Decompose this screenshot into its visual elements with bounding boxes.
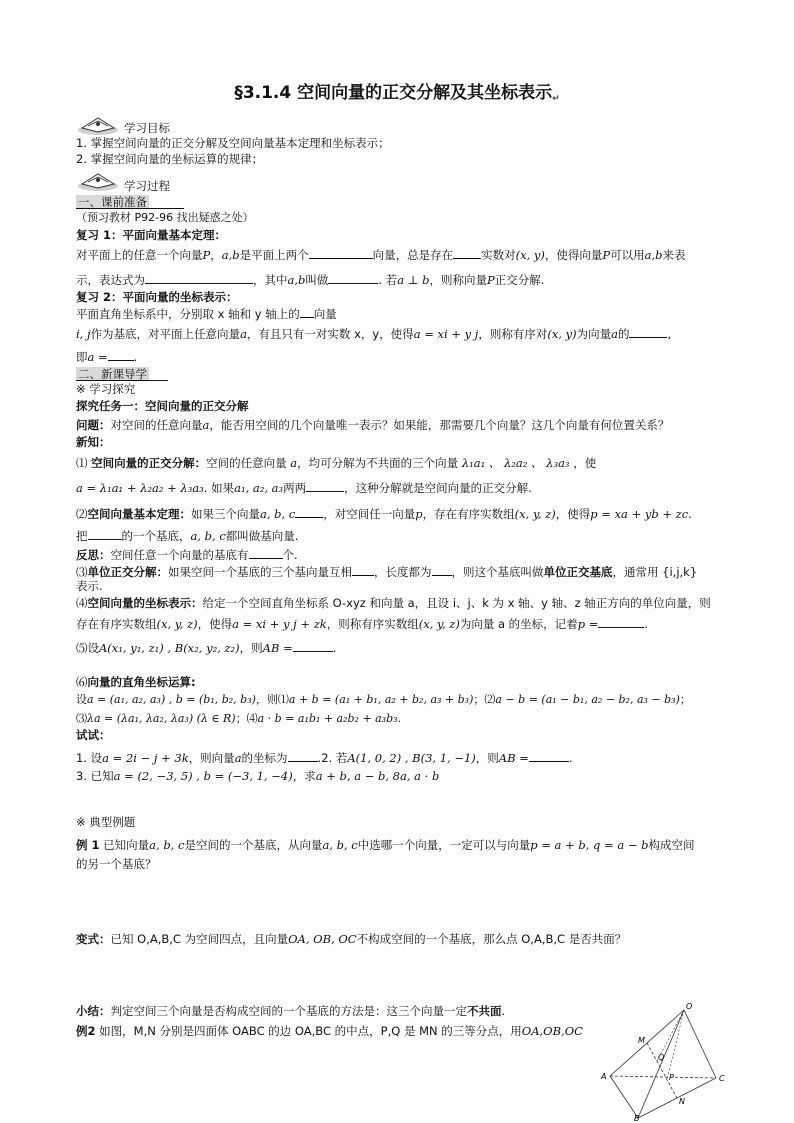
text: 即 (76, 350, 88, 364)
text: ⑸ (76, 641, 88, 655)
edge-AB (610, 1076, 638, 1118)
math: P (202, 248, 211, 262)
k6-heading (76, 675, 196, 690)
text: 对空间的任意向量 (110, 418, 203, 432)
text: 的坐标为 (241, 751, 288, 765)
text: 已知 O,A,B,C 为空间四点，且向量 (110, 932, 289, 946)
book-logo-icon (76, 114, 120, 136)
fill-blank[interactable] (629, 326, 667, 338)
review2-heading: 复习 2：平面向量的坐标表示： (76, 290, 238, 304)
text: 给定一个空间直角坐标系 O-xyz 和向量 a，且设 i、j、k 为 x 轴、y 轴、z 轴正方向的单位向量，则 (202, 596, 711, 610)
k2-line1 (76, 506, 692, 522)
text: 示，表达式为 (76, 273, 145, 287)
fill-blank[interactable] (145, 272, 253, 284)
math: a ⊥ b (397, 273, 430, 287)
k3-line2: 表示. (76, 579, 103, 593)
label-A: A (601, 1072, 607, 1081)
math: a = (87, 350, 108, 364)
text: ，使得 (555, 507, 591, 521)
label-N: N (679, 1097, 685, 1106)
label: 问题： (76, 418, 111, 432)
fill-blank[interactable] (293, 640, 333, 652)
text: 叫做 (305, 273, 329, 287)
label: 反思： (76, 548, 111, 562)
math: p = (577, 617, 599, 631)
text: 构成空间 (648, 838, 695, 852)
math: P (487, 273, 495, 287)
math: a = (2, −3, 5) , b = (−3, 1, −4) (113, 769, 293, 783)
text: ，则 (239, 641, 263, 655)
math: AB = (498, 751, 529, 765)
text: 是空间的一个基底，从向量 (184, 838, 323, 852)
label: 例 1 (76, 838, 100, 852)
book-logo-icon (76, 170, 120, 192)
math: (x, y, z) (514, 507, 556, 521)
k4-line1 (76, 596, 711, 611)
text: 向量 (313, 307, 337, 321)
question-line (76, 418, 669, 433)
math: a = λ₁a₁ + λ₂a₂ + λ₃a₃ (76, 481, 204, 495)
math: AB = (262, 641, 293, 655)
text: ⑷ (76, 596, 88, 610)
k2-reflect (76, 547, 298, 563)
text: ，对空间任一向量 (323, 507, 416, 521)
text: 1. 设 (76, 751, 103, 765)
text: ⑶ (76, 565, 88, 579)
text: 可以用 (610, 248, 645, 262)
divider (76, 208, 184, 209)
text: . (644, 617, 648, 631)
math: a,b (287, 273, 306, 287)
math: (x, y, z) (418, 617, 460, 631)
text: ⑶ (76, 712, 87, 725)
review1-heading: 复习 1：平面向量基本定理： (76, 228, 227, 242)
text: 判定空间三个向量是否构成空间的一个基底的方法是：这三个向量一定 (110, 1004, 467, 1018)
text: . (397, 712, 402, 725)
explore-heading: ※ 学习探究 (76, 382, 136, 396)
edge-AC (610, 1076, 716, 1078)
text: 空间的任意向量 (206, 456, 287, 470)
text: 个. (282, 548, 298, 562)
text: 设 (87, 641, 99, 655)
fill-blank[interactable] (352, 564, 374, 576)
prep-note: （预习教材 P92-96 找出疑惑之处） (76, 211, 254, 224)
math: a, b, c (149, 838, 185, 852)
text: ，均可分解为不共面的三个向量 (297, 456, 459, 470)
goal-item-1: 1. 掌握空间向量的正交分解及空间向量基本定理和坐标表示； (76, 136, 390, 150)
label: 单位正交基底 (543, 565, 613, 579)
text: ，则称有序实数组 (326, 617, 419, 631)
label: 空间向量基本定理： (87, 507, 191, 521)
text: 已知向量 (103, 838, 150, 852)
text: 对平面上的任意一个向量 (76, 248, 203, 262)
text: 如图，M,N 分别是四面体 OABC 的边 OA,BC 的中点，P,Q 是 MN 的三等分点，用 (99, 1024, 522, 1038)
label-B: B (634, 1114, 640, 1122)
text: 中选哪一个向量，一定可以与向量 (357, 838, 531, 852)
review2-line2 (76, 326, 671, 342)
text: ， (210, 248, 222, 262)
prep-heading-text: 一、课前准备 (78, 195, 147, 209)
fill-blank[interactable] (432, 564, 452, 576)
summary-line (76, 1004, 505, 1019)
math: a (240, 327, 247, 341)
k1-line1 (76, 456, 596, 471)
segment-MN (647, 1043, 677, 1098)
text: ，则称向量 (429, 273, 488, 287)
divider (76, 380, 168, 381)
text: ； (679, 693, 691, 706)
text: . 若 (378, 273, 398, 287)
math: λ₁a₁ 、 λ₂a₂ 、 λ₃a₃ (458, 456, 574, 470)
edge-OC (684, 1010, 716, 1078)
process-heading: 学习过程 (124, 179, 170, 193)
math: a,b (221, 248, 240, 262)
fill-blank[interactable] (453, 247, 481, 259)
fill-blank[interactable] (300, 306, 314, 318)
math: a, b, c (260, 507, 296, 521)
review1-line1 (76, 247, 686, 263)
math: a, b, c (322, 838, 358, 852)
try-heading: 试试： (76, 728, 111, 742)
page-title-text: §3.1.4 空间向量的正交分解及其坐标表示 (234, 83, 553, 103)
text: ，能否用空间的几个向量唯一表示？如果能，那需要几个向量？这几个向量有何位置关系？ (209, 418, 670, 432)
label-M: M (638, 1036, 645, 1045)
review2-line3 (76, 349, 137, 365)
k6-line2 (76, 711, 401, 726)
math: OA, OB, OC (288, 932, 357, 946)
text: . (332, 641, 337, 655)
label: 单位正交分解： (87, 565, 168, 579)
math: (x, y) (547, 327, 577, 341)
math: a = (a₁, a₂, a₃) , b = (b₁, b₂, b₃) (87, 693, 256, 706)
text: 作为基底，对平面上任意向量 (90, 327, 241, 341)
text: . (501, 1004, 506, 1018)
ex1-line2: 的另一个基底？ (76, 857, 157, 871)
text: 为向量 (576, 327, 612, 341)
goal-item-2: 2. 掌握空间向量的坐标运算的规律； (76, 152, 264, 166)
fill-blank[interactable] (306, 480, 344, 492)
text: ，求 (292, 769, 316, 783)
math: a, b, c (190, 529, 226, 543)
text: 的 (617, 327, 630, 341)
math: a − b = (a₁ − b₁, a₂ − b₂, a₃ − b₃) (495, 693, 680, 706)
math: A(x₁, y₁, z₁) , B(x₂, y₂, z₂) (99, 641, 240, 655)
fill-blank[interactable] (88, 528, 122, 540)
label: 空间向量的坐标表示： (87, 596, 203, 610)
math: (x, y, z) (156, 617, 198, 631)
k3-line1 (76, 564, 697, 580)
fill-blank[interactable] (529, 750, 569, 762)
math: a · b = a₁b₁ + a₂b₂ + a₃b₃ (257, 712, 398, 725)
ex1-line1 (76, 838, 695, 853)
k6-line1 (76, 692, 691, 707)
k1-line2 (76, 480, 532, 496)
review1-line2 (76, 272, 544, 288)
text: . (133, 350, 138, 364)
goals-heading: 学习目标 (124, 121, 170, 135)
text: ，则 (475, 751, 499, 765)
math: a (286, 456, 298, 470)
text: ，存在有序实数组 (422, 507, 515, 521)
text: 是平面上两个 (239, 248, 309, 262)
fill-blank[interactable] (249, 547, 283, 559)
text: 两两 (283, 481, 307, 495)
math: OA,OB,OC (521, 1024, 583, 1038)
text: ，长度都为 (374, 565, 432, 579)
text: 设 (76, 693, 87, 706)
text: 把 (76, 529, 88, 543)
text: .2. 若 (317, 751, 348, 765)
text: ，则称有序对 (478, 327, 548, 341)
text: ；⑵ (473, 693, 496, 706)
math: a (234, 751, 242, 765)
k5-line (76, 640, 336, 656)
math: i, j (76, 327, 91, 341)
ex2-line (76, 1024, 583, 1039)
math: P (602, 248, 611, 262)
text: ，则⑴ (255, 693, 289, 706)
text: 来表 (662, 248, 686, 262)
text: , (667, 327, 672, 341)
math: p (415, 507, 423, 521)
math: p = xa + yb + zc (590, 507, 689, 521)
segment-OP (667, 1010, 684, 1080)
tetrahedron-figure (600, 1000, 750, 1122)
math: a,b (644, 248, 663, 262)
review2-line1 (76, 306, 337, 322)
label-Q: Q (658, 1053, 665, 1062)
text: 空间任意一个向量的基底有 (110, 548, 249, 562)
edge-OB (638, 1010, 684, 1118)
math: a (611, 327, 618, 341)
fill-blank[interactable] (309, 247, 373, 259)
k4-line2 (76, 616, 648, 632)
k2-line2 (76, 528, 298, 544)
label-C: C (719, 1074, 725, 1083)
label: 例2 (76, 1024, 96, 1038)
page-title (0, 78, 794, 104)
text: . 如果 (203, 481, 235, 495)
text: ，使得 (197, 617, 233, 631)
text: ，使得向量 (544, 248, 603, 262)
text: ⑵ (76, 507, 88, 521)
text: ⑹ (76, 675, 88, 689)
text: ，有且只有一对实数 x，y，使得 (246, 327, 414, 341)
text: 正交分解. (494, 273, 545, 287)
text: 实数对 (481, 248, 516, 262)
new-learning-text: 二、新课导学 (78, 367, 147, 381)
fill-blank[interactable] (295, 506, 323, 518)
label: 空间向量的正交分解： (91, 456, 207, 470)
text: 不构成空间的一个基底，那么点 O,A,B,C 是否共面？ (356, 932, 627, 946)
text: ；⑷ (235, 712, 258, 725)
label: 向量的直角坐标运算: (87, 675, 196, 689)
new-knowledge-heading: 新知： (76, 435, 111, 449)
examples-heading: ※ 典型例题 (76, 815, 136, 829)
text: 向量，总是存在 (372, 248, 454, 262)
text: . (568, 751, 573, 765)
label: 不共面 (467, 1004, 502, 1018)
try-line3 (76, 769, 439, 784)
text: 使 (584, 456, 597, 470)
task1-heading: 探究任务一：空间向量的正交分解 (76, 399, 249, 413)
math: (x, y) (515, 248, 545, 262)
label-O: O (686, 1002, 693, 1011)
fill-blank[interactable] (598, 616, 644, 628)
text: ，其中 (253, 273, 288, 287)
text: 如果空间一个基底的三个基向量互相 (168, 565, 352, 579)
math: a (202, 418, 210, 432)
text: ，这种分解就是空间向量的正交分解. (344, 481, 532, 495)
math: a = xi + y j + zk (232, 617, 327, 631)
math: a₁, a₂, a₃ (234, 481, 284, 495)
return-mark: ↵ (552, 94, 560, 104)
text: ， (573, 456, 585, 470)
label: 小结： (76, 1004, 111, 1018)
text: 存在有序实数组 (76, 617, 157, 631)
text: 如果三个向量 (191, 507, 260, 521)
math: a = 2i − j + 3k (102, 751, 189, 765)
text: 都叫做基向量. (225, 529, 299, 543)
variant-line (76, 932, 626, 947)
text: 为向量 a 的坐标，记着 (459, 617, 578, 631)
math: λa = (λa₁, λa₂, λa₃) (λ ∈ R) (87, 712, 236, 725)
text: ，则向量 (188, 751, 235, 765)
text: ⑴ (76, 456, 92, 470)
try-line1 (76, 750, 573, 766)
text: 平面直角坐标系中，分别取 x 轴和 y 轴上的 (76, 307, 300, 321)
fill-blank[interactable] (108, 349, 134, 361)
fill-blank[interactable] (328, 272, 378, 284)
fill-blank[interactable] (288, 750, 318, 762)
text: 3. 已知 (76, 769, 114, 783)
text: . (688, 507, 692, 521)
math: a + b = (a₁ + b₁, a₂ + b₂, a₃ + b₃) (288, 693, 474, 706)
text: ，则这个基底叫做 (451, 565, 544, 579)
math: a = xi + y j (413, 327, 479, 341)
math: p = a + b, q = a − b (530, 838, 649, 852)
label: 变式： (76, 932, 111, 946)
label-P: P (669, 1073, 674, 1082)
text: 的一个基底， (121, 529, 191, 543)
math: a + b, a − b, 8a, a · b (315, 769, 440, 783)
text: ，通常用 {i,j,k} (612, 565, 698, 579)
math: A(1, 0, 2) , B(3, 1, −1) (347, 751, 476, 765)
